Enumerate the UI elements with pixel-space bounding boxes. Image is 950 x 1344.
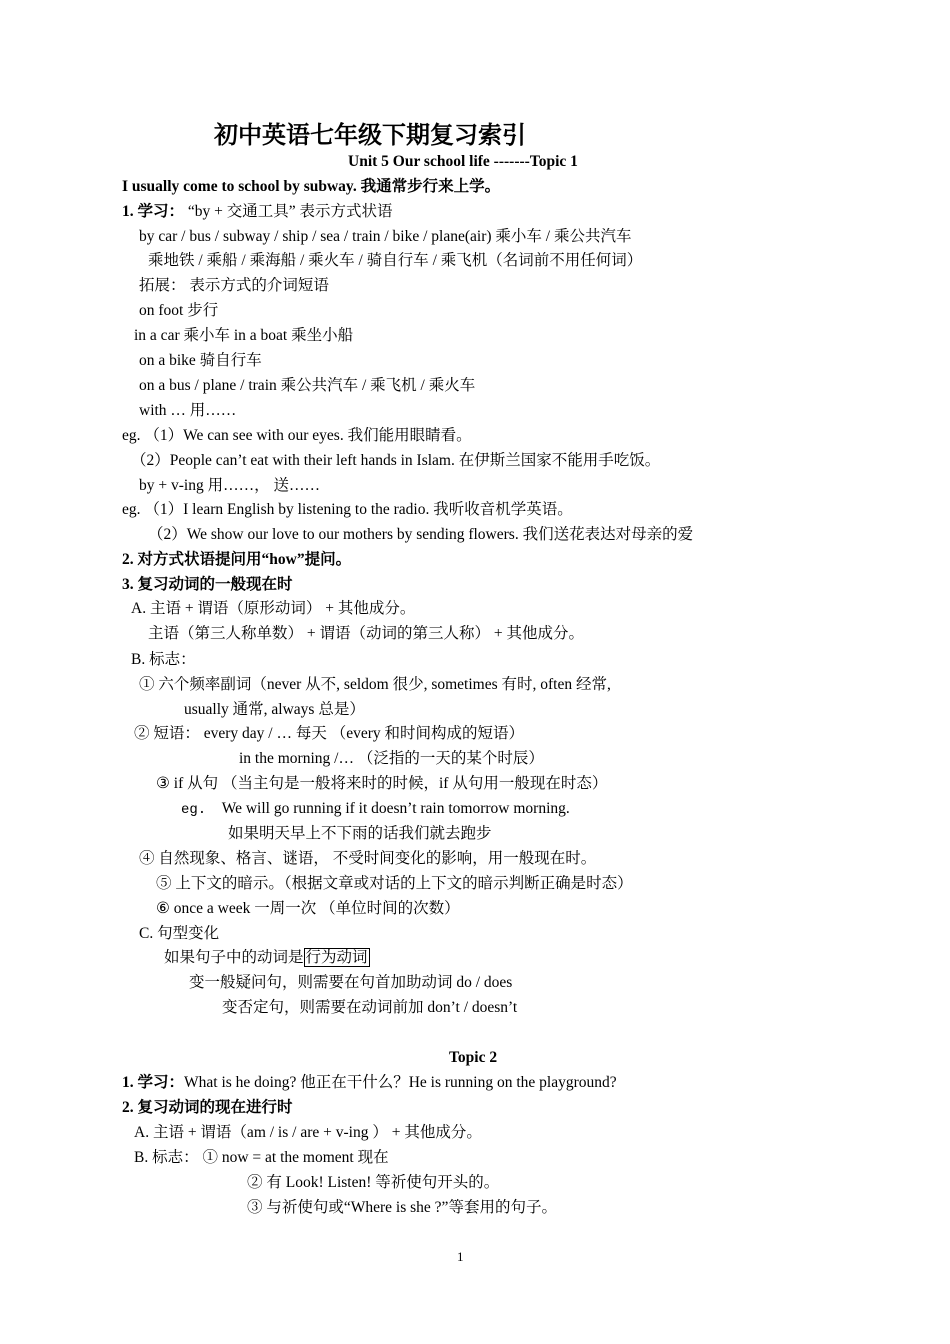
topic-2-item-1-text: What is he doing? 他正在干什么？He is running on the playground? <box>184 1074 617 1091</box>
unit-heading: Unit 5 Our school life -------Topic 1 <box>348 153 578 170</box>
signal-1a: ① 六个频率副词（never 从不, seldom 很少, sometimes 有时, often 经常, <box>139 676 611 693</box>
signal-3-translation: 如果明天早上不下雨的话我们就去跑步 <box>228 825 492 842</box>
topic-2-signal-1: B. 标志： ① now = at the moment 现在 <box>134 1149 389 1166</box>
page-number: 1 <box>457 1249 464 1264</box>
structure-a1: A. 主语 + 谓语（原形动词） + 其他成分。 <box>131 600 416 617</box>
topic-2-item-2: 2. 复习动词的现在进行时 <box>122 1099 293 1116</box>
phrase-with: with … 用…… <box>139 402 237 419</box>
intro-sentence: I usually come to school by subway. 我通常步行来上学。 <box>122 178 501 195</box>
phrase-bike: on a bike 骑自行车 <box>139 352 262 369</box>
topic-2-item-1 <box>122 1073 617 1093</box>
extension-label: 拓展： 表示方式的介词短语 <box>139 277 329 294</box>
section-1-rule: “by + 交通工具” 表示方式状语 <box>187 203 393 220</box>
signal-3: ③ if 从句 （当主句是一般将来时的时候，if 从句用一般现在时态） <box>156 775 608 792</box>
transport-examples-2: 乘地铁 / 乘船 / 乘海船 / 乘火车 / 骑自行车 / 乘飞机（名词前不用任何词） <box>148 252 643 269</box>
topic-2-structure-a: A. 主语 + 谓语（am / is / are + v-ing ） + 其他成分。 <box>134 1124 482 1141</box>
example-by-2: （2）We show our love to our mothers by sending flowers. 我们送花表达对母亲的爱 <box>148 526 694 543</box>
boxed-term: 行为动词 <box>305 949 368 966</box>
phrase-by-ving: by + v-ing 用……， 送…… <box>139 477 320 494</box>
structure-a2: 主语（第三人称单数） + 谓语（动词的第三人称） + 其他成分。 <box>148 625 584 642</box>
signal-1b: usually 通常, always 总是） <box>184 701 365 718</box>
phrase-car-boat: in a car 乘小车 in a boat 乘坐小船 <box>134 327 354 344</box>
phrase-bus: on a bus / plane / train 乘公共汽车 / 乘飞机 / 乘火车 <box>139 377 476 394</box>
example-by-1: eg. （1）I learn English by listening to the radio. 我听收音机学英语。 <box>122 501 573 518</box>
sentence-change-2: 变一般疑问句，则需要在句首加助动词 do / does <box>189 974 513 991</box>
eg-sentence: We will go running if it doesn’t rain tomorrow morning. <box>221 800 570 817</box>
phrase-on-foot: on foot 步行 <box>139 302 219 319</box>
signal-5: ⑤ 上下文的暗示。（根据文章或对话的上下文的暗示判断正确是时态） <box>156 875 633 892</box>
eg-label: eg. <box>181 802 207 818</box>
signals-label: B. 标志： <box>131 651 196 668</box>
sentence-change-1 <box>164 948 370 968</box>
topic-2-heading: Topic 2 <box>449 1049 498 1066</box>
section-1-label: 学习： <box>137 203 185 220</box>
topic-2-signal-3: ③ 与祈使句或“Where is she ?”等套用的句子。 <box>247 1199 557 1216</box>
signal-4: ④ 自然现象、格言、谜语， 不受时间变化的影响，用一般现在时。 <box>139 850 597 867</box>
topic-2-item-1-label: 1. 学习： <box>122 1074 185 1091</box>
document-title: 初中英语七年级下期复习索引 <box>214 123 526 149</box>
example-with-2: （2）People can’t eat with their left hands in Islam. 在伊斯兰国家不能用手吃饭。 <box>131 452 661 469</box>
sentence-change-1-text: 如果句子中的动词是 <box>164 949 304 966</box>
transport-examples-1: by car / bus / subway / ship / sea / train / bike / plane(air) 乘小车 / 乘公共汽车 <box>139 228 632 245</box>
sentence-change-label: C. 句型变化 <box>139 925 220 942</box>
topic-2-signal-2: ② 有 Look! Listen! 等祈使句开头的。 <box>247 1174 500 1191</box>
signal-6: ⑥ once a week 一周一次 （单位时间的次数） <box>156 900 460 917</box>
signal-2a: ② 短语： every day / … 每天 （every 和时间构成的短语） <box>134 725 525 742</box>
section-1-number: 1. <box>122 203 134 220</box>
sentence-change-3: 变否定句，则需要在动词前加 don’t / doesn’t <box>222 999 518 1016</box>
section-1-heading <box>122 202 393 222</box>
section-3-heading: 3. 复习动词的一般现在时 <box>122 576 293 593</box>
signal-3-example <box>181 799 570 820</box>
signal-2b: in the morning /… （泛指的一天的某个时辰） <box>239 750 544 767</box>
example-with-1: eg. （1）We can see with our eyes. 我们能用眼睛看。 <box>122 427 472 444</box>
section-2-heading: 2. 对方式状语提问用“how”提问。 <box>122 551 352 568</box>
